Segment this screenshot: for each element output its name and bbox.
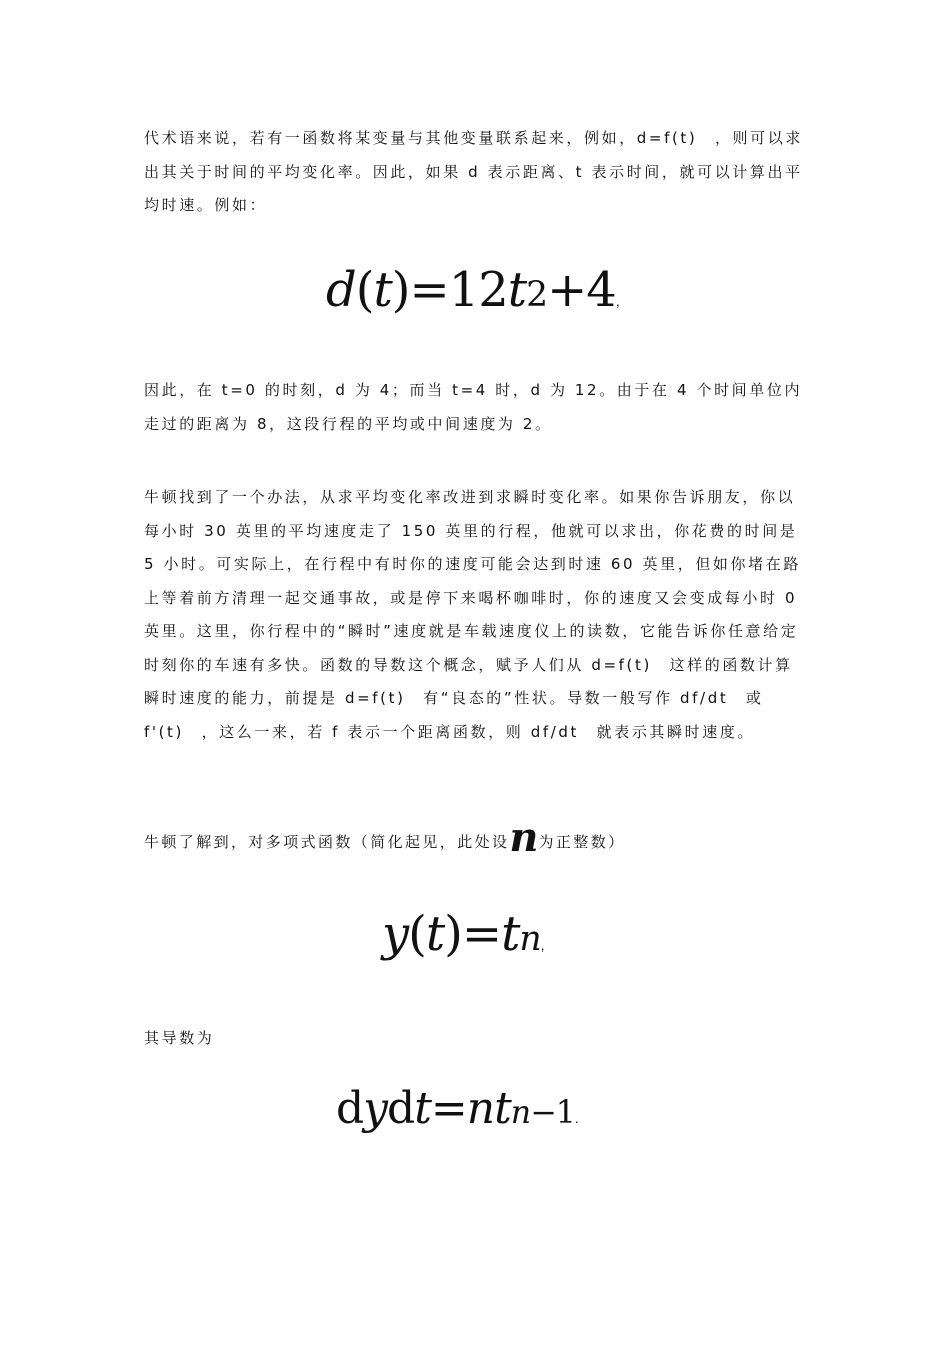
eq3-y: y [363, 1083, 388, 1134]
eq3-t2: t [494, 1083, 511, 1134]
p4-text-before: 牛顿了解到，对多项式函数（简化起见，此处设 [144, 833, 510, 851]
eq1-coef: 12 [448, 262, 508, 318]
eq3-t: t [414, 1083, 431, 1134]
eq2-comma: , [540, 937, 544, 953]
p4-text-after: 为正整数） [538, 833, 626, 851]
eq3-d2: d [387, 1083, 415, 1134]
eq3-sub-minus: − [530, 1095, 556, 1131]
p4-variable-n: n [509, 814, 539, 861]
paragraph-derivative-label: 其导数为 [144, 1029, 215, 1047]
paragraph-newton-instantaneous: 牛顿找到了一个办法，从求平均变化率改进到求瞬时变化率。如果你告诉朋友，你以每小时 30 英里的平均速度走了 150 英里的行程，他就可以求出，你花费的时间是 5 小时。可实际上，在行程中有时你的速度可能会达到时速 60 英里，但如你堵在路上等着前方清理一起交通事故，或是停下来喝杯咖啡时，你的速度又会变成每小时 0 英里。这里，你行程中的“瞬时”速度就是车载速度仪上的读数，它能告诉你任意给定时刻你的车速有多快。函数的导数这个概念，赋予人们从 d=f(t) 这样的函数计算瞬时速度的能力，前提是 d=f(t) 有“良态的”性状。导数一般写作 df/dt 或 f'(t) ，这么一来，若 f 表示一个距离函数，则 df/dt 就表示其瞬时速度。 [144, 488, 801, 741]
equation-distance-function [326, 262, 619, 318]
eq3-n: n [466, 1083, 495, 1134]
eq3-equals: = [430, 1083, 467, 1134]
eq2-rparen: ) [444, 906, 462, 962]
paragraph-intro: 代术语来说，若有一函数将某变量与其他变量联系起来，例如，d=f(t) ，则可以求出其关于时间的平均变化率。因此，如果 d 表示距离、t 表示时间，就可以计算出平均时速。例如： [144, 129, 803, 214]
eq3-sub-n: n [510, 1095, 531, 1131]
eq1-equals: = [409, 262, 449, 318]
eq1-const: 4 [586, 262, 616, 318]
eq3-period: . [574, 1110, 578, 1126]
eq2-lparen: ( [408, 906, 426, 962]
eq1-sub: 2 [526, 275, 548, 315]
eq1-comma: , [615, 293, 619, 309]
eq1-d: d [326, 262, 356, 318]
eq2-t: t [425, 906, 445, 962]
eq1-plus: + [547, 262, 587, 318]
paragraph-average-speed: 因此，在 t=0 的时刻，d 为 4；而当 t=4 时，d 为 12。由于在 4 个时间单位内走过的距离为 8，这段行程的平均或中间速度为 2。 [144, 381, 803, 433]
eq1-t: t [373, 262, 392, 318]
eq3-d1: d [336, 1083, 364, 1134]
eq2-y: y [382, 906, 409, 962]
paragraph-polynomial [144, 814, 810, 861]
eq2-equals: = [461, 906, 502, 962]
eq2-t2: t [501, 906, 520, 962]
equation-power-function [382, 906, 544, 962]
eq3-sub-one: 1 [555, 1095, 575, 1131]
eq1-lparen: ( [355, 262, 374, 318]
equation-derivative [336, 1083, 578, 1134]
eq1-rparen: ) [391, 262, 410, 318]
eq1-t2: t [507, 262, 527, 318]
eq2-sub: n [519, 919, 541, 959]
